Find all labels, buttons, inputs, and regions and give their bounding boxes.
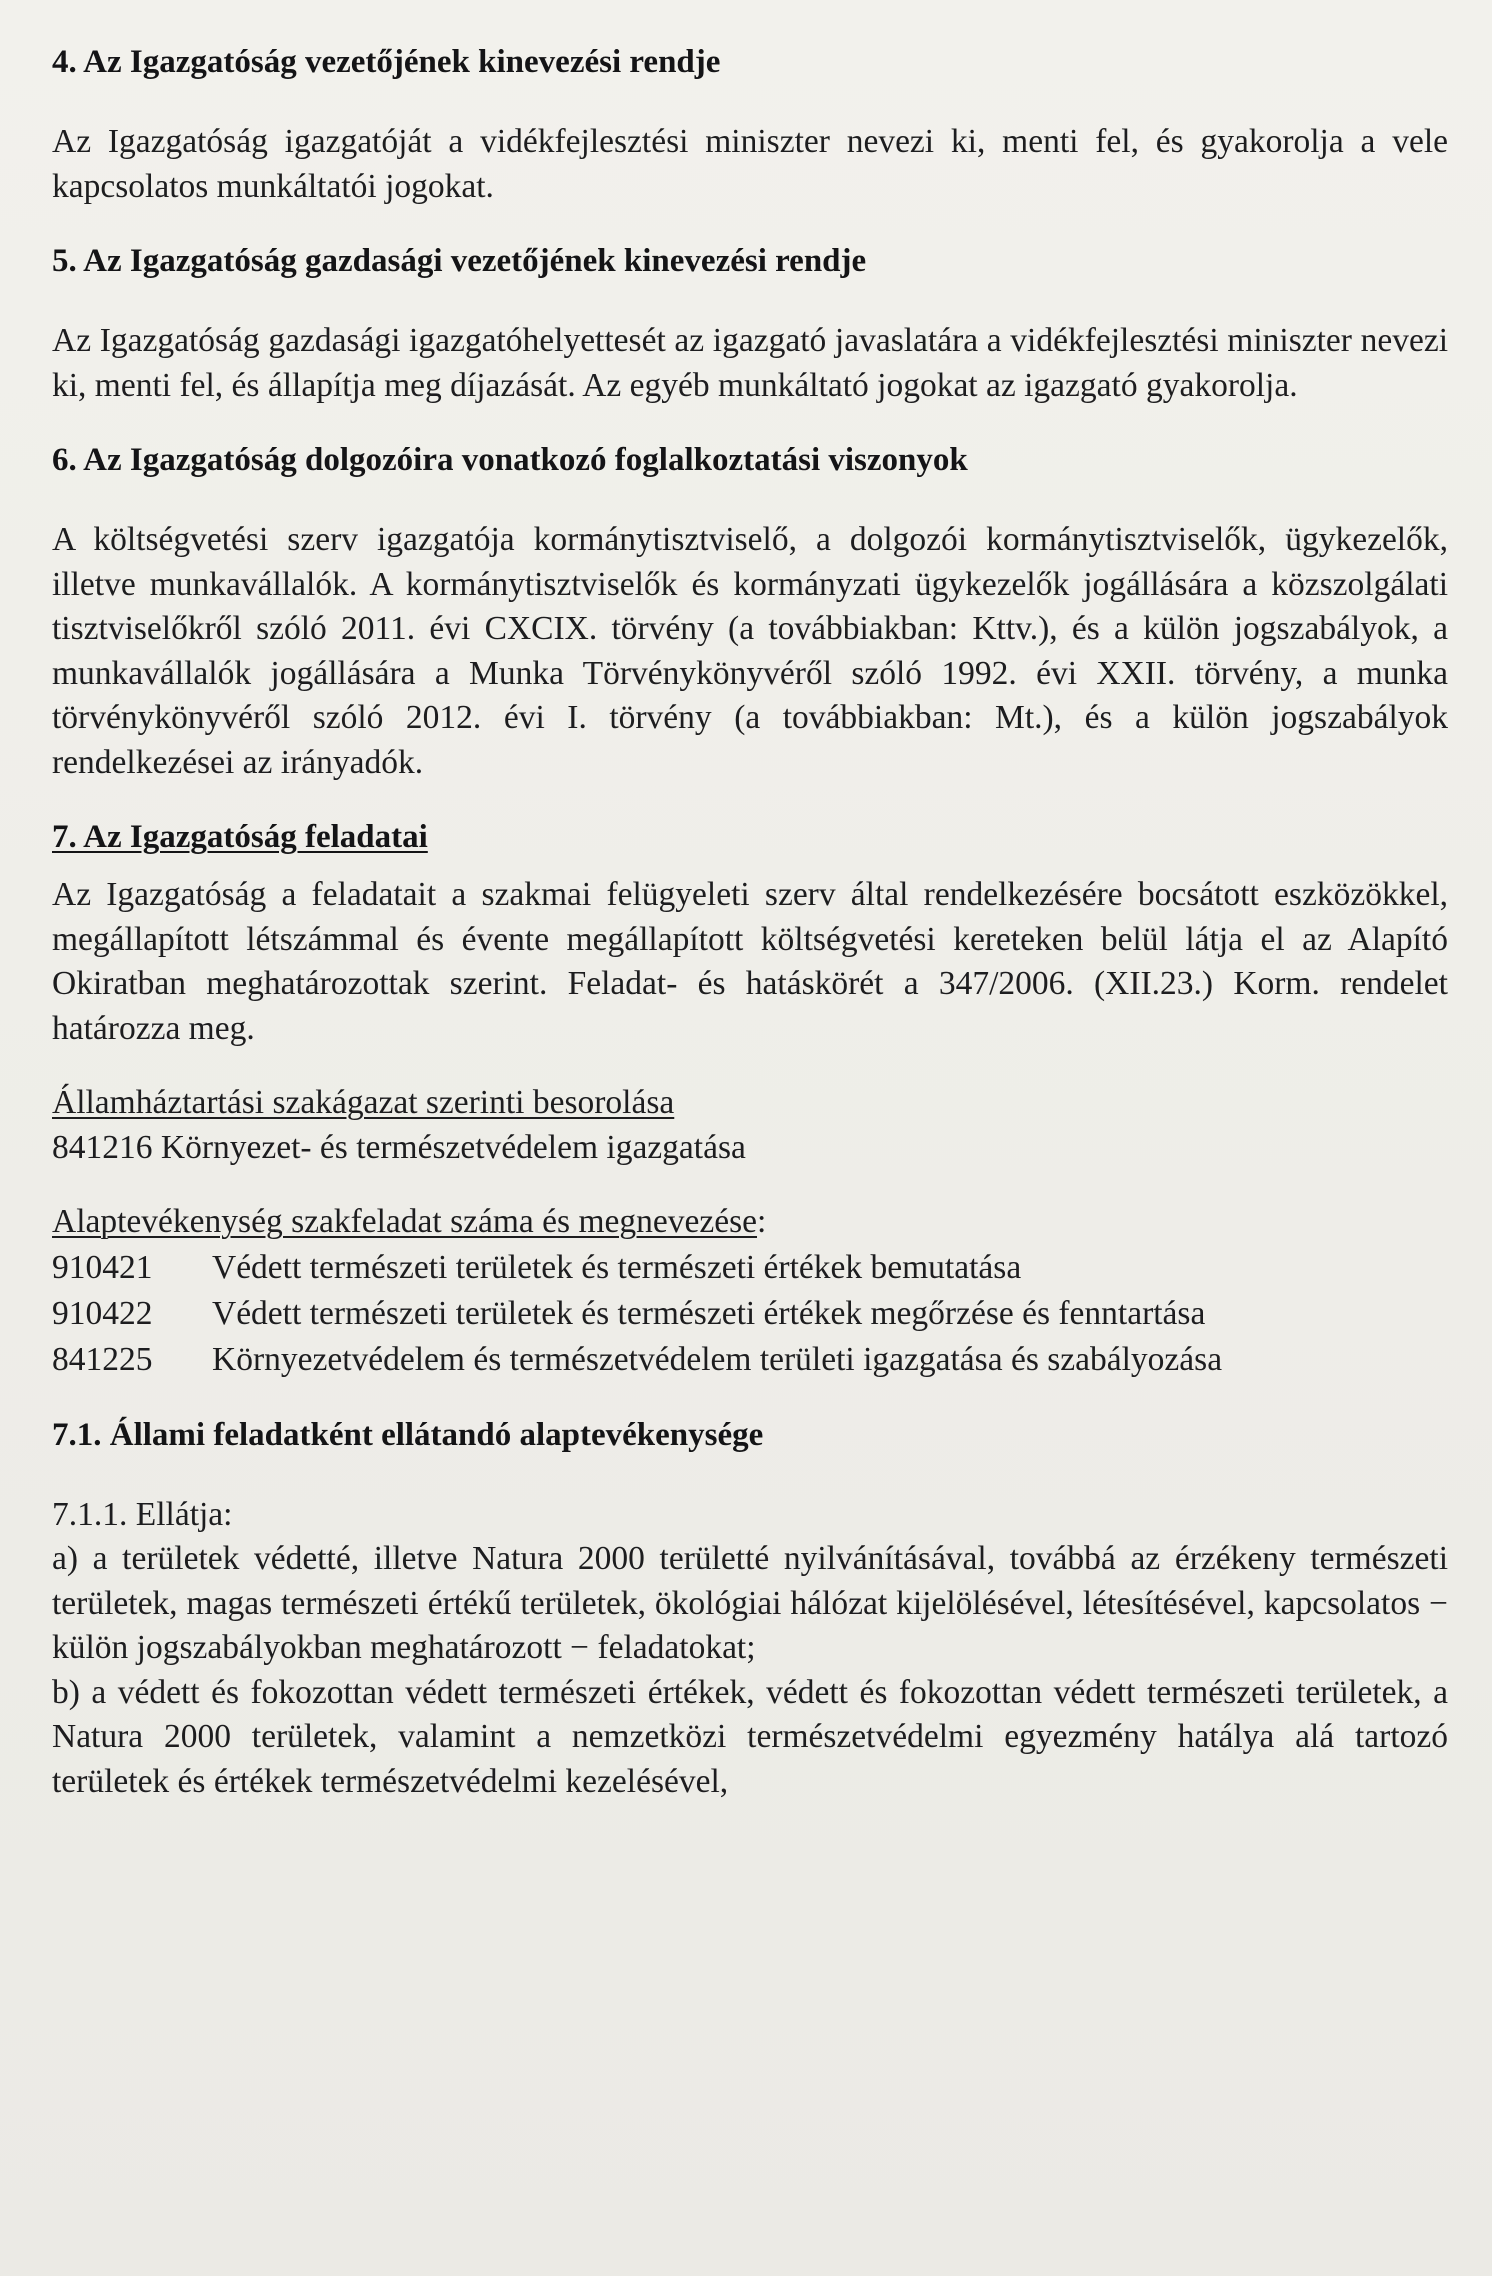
section-5-paragraph: Az Igazgatóság gazdasági igazgatóhelyettesét az igazgató javaslatára a vidékfejlesztési miniszter nevezi ki, menti fel, és állapítja meg díjazását. Az egyéb munkáltató jogokat az igazgató gyakorolja. — [52, 322, 1448, 404]
section-6-heading: 6. Az Igazgatóság dolgozóira vonatkozó foglalkoztatási viszonyok — [52, 442, 968, 478]
section-7-1-heading: 7.1. Állami feladatként ellátandó alaptevékenysége — [52, 1416, 764, 1453]
item-b-paragraph: b) a védett és fokozottan védett természeti értékek, védett és fokozottan védett természeti területek, a Natura 2000 területek, valamint a nemzetközi természetvédelmi egyezmény hatálya alá tartozó területek és értékek természetvédelmi kezelésével, — [52, 1673, 1448, 1800]
activity-label: Környezetvédelem és természetvédelem területi igazgatása és szabályozása — [212, 1340, 1223, 1378]
activity-code: 910422 — [52, 1294, 153, 1332]
section-4-paragraph: Az Igazgatóság igazgatóját a vidékfejlesztési miniszter nevezi ki, menti fel, és gyakorolja a vele kapcsolatos munkáltatói jogokat. — [52, 123, 1448, 205]
branch-classification-value: 841216 Környezet- és természetvédelem igazgatása — [52, 1128, 746, 1166]
activity-list-title-text: Alaptevékenység szakfeladat száma és megnevezése — [52, 1203, 758, 1240]
activity-row — [52, 1337, 1448, 1383]
branch-classification-title — [52, 1081, 1448, 1126]
document-body — [52, 40, 1448, 1804]
section-7-paragraph: Az Igazgatóság a feladatait a szakmai felügyeleti szerv által rendelkezésére bocsátott eszközökkel, megállapított létszámmal és évente megállapított költségvetési kereteken belül látja el az Alapító Okiratban meghatározottak szerint. Feladat- és hatáskörét a 347/2006. (XII.23.) Korm. rendelet határozza meg. — [52, 876, 1448, 1047]
section-7-heading: 7. Az Igazgatóság feladatai — [52, 819, 428, 855]
activity-label: Védett természeti területek és természeti értékek bemutatása — [212, 1248, 1022, 1286]
branch-classification-title-text: Államháztartási szakágazat szerinti besorolása — [52, 1084, 675, 1121]
activity-list-title-colon: : — [757, 1203, 767, 1240]
section-7-1-1-label: 7.1.1. Ellátja: — [52, 1495, 233, 1533]
activity-row — [52, 1245, 1448, 1291]
activity-list-title — [52, 1200, 1448, 1245]
section-6-paragraph: A költségvetési szerv igazgatója kormánytisztviselő, a dolgozói kormánytisztviselők, ügykezelők, illetve munkavállalók. A kormánytisztviselők és kormányzati ügykezelők jogállására a közszolgálati tisztviselőkről szóló 2011. évi CXCIX. törvény (a továbbiakban: Kttv.), és a külön jogszabályok, a munkavállalók jogállására a Munka Törvénykönyvéről szóló 1992. évi XXII. törvény, a munka törvénykönyvéről szóló 2012. évi I. törvény (a továbbiakban: Mt.), és a külön jogszabályok rendelkezései az irányadók. — [52, 521, 1448, 781]
activity-label: Védett természeti területek és természeti értékek megőrzése és fenntartása — [212, 1294, 1206, 1332]
section-5-heading: 5. Az Igazgatóság gazdasági vezetőjének kinevezési rendje — [52, 243, 867, 279]
activity-code: 910421 — [52, 1248, 153, 1286]
activity-row — [52, 1291, 1448, 1337]
section-4-heading: 4. Az Igazgatóság vezetőjének kinevezési rendje — [52, 44, 721, 80]
activity-list — [52, 1245, 1448, 1383]
activity-code: 841225 — [52, 1340, 153, 1378]
item-a-paragraph: a) a területek védetté, illetve Natura 2000 területté nyilvánításával, továbbá az érzékeny természeti területek, magas természeti értékű területek, ökológiai hálózat kijelölésével, létesítésével, kapcsolatos − külön jogszabályokban meghatározott − feladatokat; — [52, 1540, 1448, 1666]
